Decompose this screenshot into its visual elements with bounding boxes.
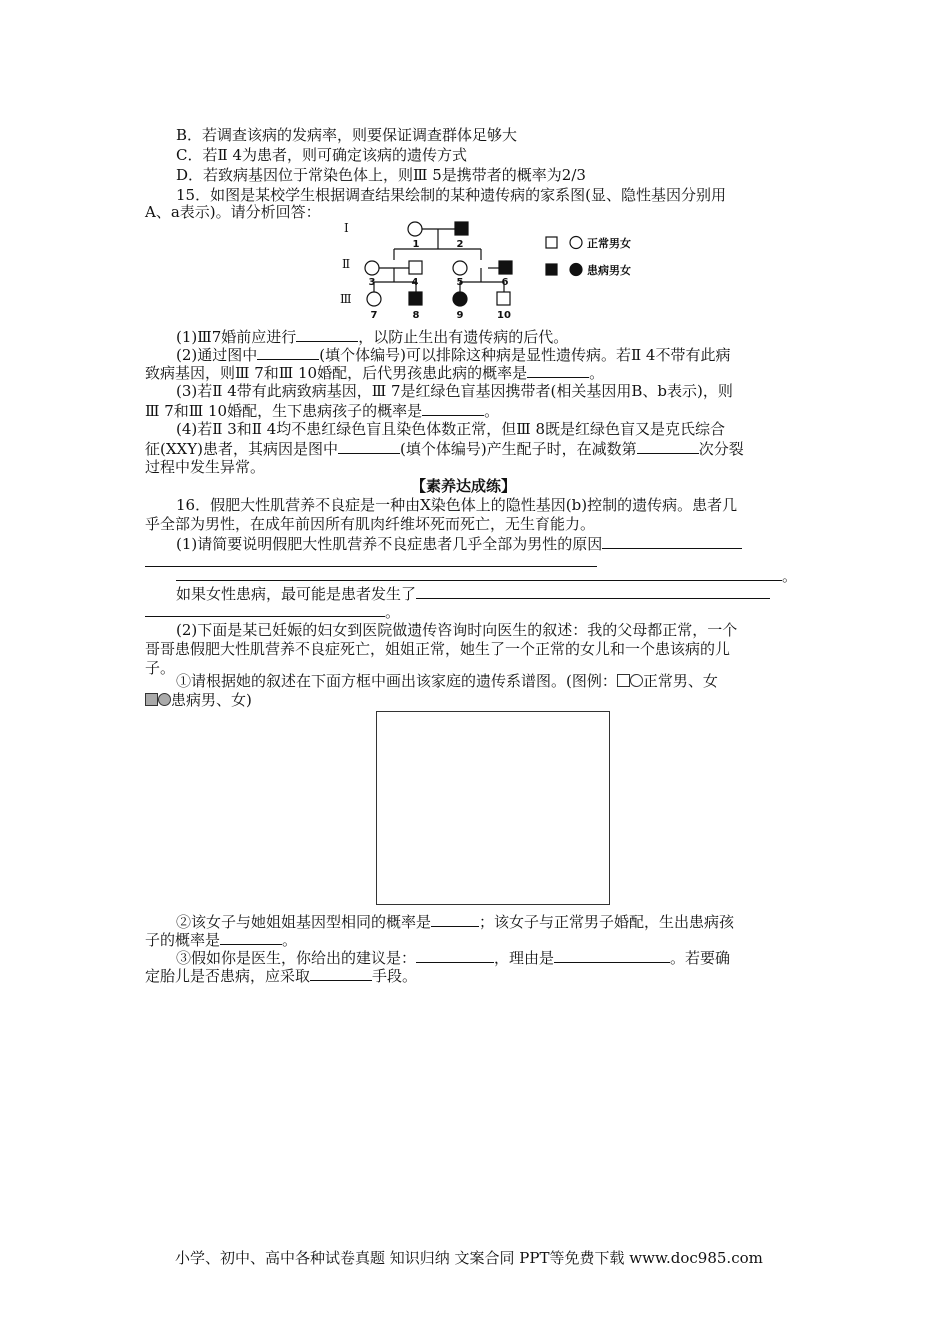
id-label-9: 9 — [456, 310, 464, 321]
id-label-6: 6 — [501, 277, 509, 288]
option-c: C．若Ⅱ 4为患者，则可确定该病的遗传方式 — [176, 146, 467, 164]
individual-8 — [409, 292, 422, 305]
id-label-5: 5 — [456, 277, 464, 288]
id-label-10: 10 — [497, 310, 511, 321]
q16-sub2-line2: 子的概率是 。 — [145, 931, 298, 949]
filled-square-icon — [145, 693, 158, 706]
q15-stem-line1: 15．如图是某校学生根据调查结果绘制的某种遗传病的家系图(显、隐性基因分别用 — [176, 186, 726, 204]
q15-part2-line2: 致病基因，则Ⅲ 7和Ⅲ 10婚配，后代男孩患此病的概率是 。 — [145, 364, 605, 382]
id-label-3: 3 — [368, 277, 376, 288]
q16-sub3-line2: 定胎儿是否患病，应采取 手段。 — [145, 967, 418, 985]
individual-3 — [365, 261, 379, 275]
q15-part3-line1: (3)若Ⅱ 4带有此病致病基因，Ⅲ 7是红绿色盲基因携带者(相关基因用B、b表示)，则 — [176, 382, 733, 400]
individual-2 — [455, 222, 468, 235]
gen-label-2: Ⅱ — [342, 257, 351, 271]
gen-label-1: Ⅰ — [344, 221, 349, 235]
option-b: B．若调查该病的发病率，则要保证调查群体足够大 — [176, 126, 518, 144]
id-label-8: 8 — [412, 310, 420, 321]
q16-part1-line1: (1)请简要说明假肥大性肌营养不良症患者几乎全部为男性的原因 — [176, 533, 742, 554]
id-label-4: 4 — [411, 277, 419, 288]
q16-sub3-line1: ③假如你是医生，你给出的建议是： ，理由是 。若要确 — [176, 949, 731, 967]
filled-circle-icon — [158, 693, 171, 706]
q15-part4-line3: 过程中发生异常。 — [145, 458, 266, 476]
gen-label-3: Ⅲ — [340, 292, 352, 306]
legend-affected-male-icon — [546, 264, 557, 275]
q16-sub2-line1: ②该女子与她姐姐基因型相同的概率是 ；该女子与正常男子婚配，生出患病孩 — [176, 913, 735, 931]
q16-stem-line2: 乎全部为男性，在成年前因所有肌肉纤维坏死而死亡，无生育能力。 — [145, 515, 596, 533]
q15-part2-line1: (2)通过图中 (填个体编号)可以排除这种病是显性遗传病。若Ⅱ 4不带有此病 — [176, 346, 731, 364]
q15-stem-line2: A、a表示)。请分析回答： — [145, 203, 321, 221]
pedigree-drawing-box[interactable] — [376, 711, 610, 905]
id-label-7: 7 — [370, 310, 378, 321]
individual-1 — [408, 222, 422, 236]
q16-part2-line3: 子。 — [145, 659, 176, 677]
q16-part1-line4: 如果女性患病，最可能是患者发生了 — [176, 583, 770, 604]
id-label-2: 2 — [456, 239, 464, 250]
individual-9 — [453, 292, 467, 306]
section-title: 【素养达成练】 — [411, 477, 517, 495]
square-icon — [617, 674, 630, 687]
q16-sub1-line1: ①请根据她的叙述在下面方框中画出该家庭的遗传系谱图。(图例： 正常男、女 — [176, 672, 718, 690]
individual-10 — [497, 292, 510, 305]
legend-normal-label: 正常男女 — [587, 237, 631, 250]
individual-4 — [409, 261, 422, 274]
q16-stem-line1: 16．假肥大性肌营养不良症是一种由X染色体上的隐性基因(b)控制的遗传病。患者几 — [176, 496, 738, 514]
option-d: D．若致病基因位于常染色体上，则Ⅲ 5是携带者的概率为2/3 — [176, 166, 586, 184]
individual-7 — [367, 292, 381, 306]
individual-6 — [499, 261, 512, 274]
id-label-1: 1 — [412, 239, 420, 250]
q15-part3-line2: Ⅲ 7和Ⅲ 10婚配，生下患病孩子的概率是 。 — [145, 402, 500, 420]
page-footer: 小学、初中、高中各种试卷真题 知识归纳 文案合同 PPT等免费下载 www.doc985.com — [175, 1249, 763, 1267]
legend-normal-female-icon — [570, 237, 582, 249]
q15-part1: (1)Ⅲ7婚前应进行 ，以防止生出有遗传病的后代。 — [176, 328, 569, 346]
q16-part2-line2: 哥哥患假肥大性肌营养不良症死亡，姐姐正常，她生了一个正常的女儿和一个患该病的儿 — [145, 640, 731, 658]
q16-part1-line3: 。 — [176, 565, 797, 586]
legend-normal-male-icon — [546, 237, 557, 248]
q16-part1-line5: 。 — [145, 601, 400, 622]
pedigree-chart — [336, 214, 666, 322]
q15-part4-line2: 征(XXY)患者，其病因是图中 (填个体编号)产生配子时，在减数第 次分裂 — [145, 440, 744, 458]
legend-affected-label: 患病男女 — [587, 264, 631, 277]
circle-icon — [630, 674, 643, 687]
individual-5 — [453, 261, 467, 275]
legend-affected-female-icon — [570, 264, 582, 276]
q15-part4-line1: (4)若Ⅱ 3和Ⅱ 4均不患红绿色盲且染色体数正常，但Ⅲ 8既是红绿色盲又是克氏综合 — [176, 420, 726, 438]
q16-part2-line1: (2)下面是某已妊娠的妇女到医院做遗传咨询时向医生的叙述：我的父母都正常，一个 — [176, 621, 738, 639]
q16-sub1-line2: 患病男、女) — [145, 690, 252, 710]
